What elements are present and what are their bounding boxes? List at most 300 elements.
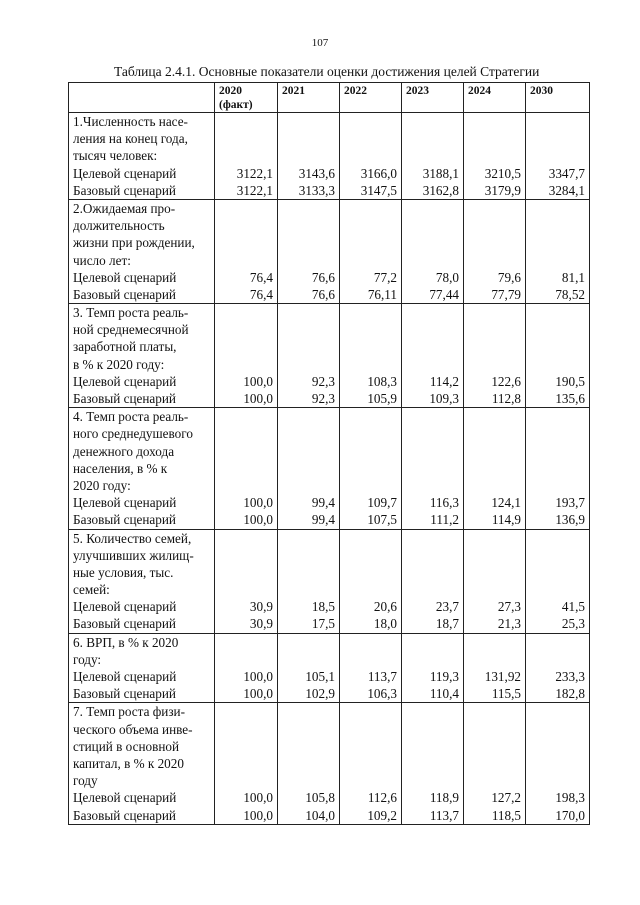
table-header-row xyxy=(69,83,590,113)
blank-line xyxy=(282,703,335,720)
indicator-row xyxy=(69,408,590,529)
value-cell xyxy=(278,633,340,703)
blank-line xyxy=(344,147,397,164)
blank-line xyxy=(219,321,273,338)
indicator-title-line: улучшивших жилищ- xyxy=(73,547,194,563)
blank-line xyxy=(282,408,335,425)
blank-line xyxy=(282,234,335,251)
blank-line xyxy=(468,147,521,164)
indicator-row xyxy=(69,113,590,200)
value-cell xyxy=(278,529,340,633)
base-value: 109,2 xyxy=(367,807,397,823)
base-value: 100,0 xyxy=(243,686,273,702)
target-scenario-label: Целевой сценарий xyxy=(73,790,177,806)
blank-line xyxy=(344,252,397,269)
blank-line xyxy=(530,304,585,321)
blank-line xyxy=(344,408,397,425)
blank-line xyxy=(530,564,585,581)
blank-line xyxy=(406,356,459,373)
blank-line xyxy=(468,755,521,772)
blank-line xyxy=(219,634,273,651)
value-cell xyxy=(464,529,526,633)
blank-line xyxy=(282,252,335,269)
blank-line xyxy=(282,113,335,130)
value-cell xyxy=(340,113,402,200)
blank-line xyxy=(530,581,585,598)
blank-line xyxy=(406,738,459,755)
blank-line xyxy=(219,772,273,789)
target-value: 78,0 xyxy=(435,269,459,285)
target-value: 124,1 xyxy=(491,495,521,511)
indicator-row xyxy=(69,633,590,703)
indicator-title-line: в % к 2020 году: xyxy=(73,356,165,372)
target-value: 3122,1 xyxy=(236,165,273,181)
blank-line xyxy=(468,130,521,147)
blank-line xyxy=(406,703,459,720)
blank-line xyxy=(468,772,521,789)
target-value: 112,6 xyxy=(367,790,397,806)
target-value: 18,5 xyxy=(311,599,335,615)
value-cell xyxy=(402,408,464,529)
header-cell-2020 xyxy=(215,83,278,113)
blank-line xyxy=(344,477,397,494)
base-value: 25,3 xyxy=(561,616,585,632)
indicator-title-line: ные условия, тыс. xyxy=(73,564,174,580)
indicator-label-cell xyxy=(69,703,215,824)
target-value: 127,2 xyxy=(491,790,521,806)
blank-line xyxy=(468,581,521,598)
target-value: 81,1 xyxy=(561,269,585,285)
value-cell xyxy=(402,304,464,408)
blank-line xyxy=(468,651,521,668)
blank-line xyxy=(530,356,585,373)
indicator-label-cell xyxy=(69,408,215,529)
blank-line xyxy=(282,651,335,668)
blank-line xyxy=(219,443,273,460)
target-value: 100,0 xyxy=(243,373,273,389)
target-scenario-label: Целевой сценарий xyxy=(73,269,177,285)
blank-line xyxy=(219,547,273,564)
value-cell xyxy=(215,304,278,408)
target-value: 41,5 xyxy=(561,599,585,615)
blank-line xyxy=(344,772,397,789)
blank-line xyxy=(468,356,521,373)
base-value: 102,9 xyxy=(305,686,335,702)
blank-line xyxy=(219,564,273,581)
blank-line xyxy=(282,564,335,581)
value-cell xyxy=(278,199,340,303)
base-value: 107,5 xyxy=(367,512,397,528)
blank-line xyxy=(344,356,397,373)
value-cell xyxy=(402,633,464,703)
base-value: 118,5 xyxy=(491,807,521,823)
base-value: 3147,5 xyxy=(360,182,397,198)
blank-line xyxy=(344,425,397,442)
value-cell xyxy=(215,703,278,824)
blank-line xyxy=(219,356,273,373)
value-cell xyxy=(215,633,278,703)
target-value: 119,3 xyxy=(429,669,459,684)
blank-line xyxy=(530,200,585,217)
blank-line xyxy=(406,721,459,738)
blank-line xyxy=(406,304,459,321)
target-value: 105,1 xyxy=(305,669,335,684)
indicator-title-line: число лет: xyxy=(73,252,131,268)
target-value: 113,7 xyxy=(367,669,397,684)
base-value: 106,3 xyxy=(367,686,397,702)
blank-line xyxy=(406,147,459,164)
value-cell xyxy=(464,304,526,408)
blank-line xyxy=(282,581,335,598)
blank-line xyxy=(406,443,459,460)
blank-line xyxy=(282,443,335,460)
header-cell-2022: 2022 xyxy=(340,83,402,113)
blank-line xyxy=(219,703,273,720)
blank-line xyxy=(530,772,585,789)
blank-line xyxy=(344,721,397,738)
value-cell xyxy=(340,703,402,824)
blank-line xyxy=(530,338,585,355)
base-value: 114,9 xyxy=(491,512,521,528)
blank-line xyxy=(282,772,335,789)
table-caption: Таблица 2.4.1. Основные показатели оценки достижения целей Стратегии xyxy=(114,64,540,79)
blank-line xyxy=(406,130,459,147)
blank-line xyxy=(282,217,335,234)
blank-line xyxy=(468,217,521,234)
value-cell xyxy=(340,633,402,703)
base-scenario-label: Базовый сценарий xyxy=(73,182,176,198)
value-cell xyxy=(278,304,340,408)
value-cell xyxy=(402,703,464,824)
blank-line xyxy=(219,425,273,442)
blank-line xyxy=(530,408,585,425)
base-value: 100,0 xyxy=(243,512,273,528)
blank-line xyxy=(530,217,585,234)
base-scenario-label: Базовый сценарий xyxy=(73,512,176,528)
target-value: 3166,0 xyxy=(360,165,397,181)
indicator-title-line: заработной платы, xyxy=(73,339,177,355)
indicator-title-line: 2020 году: xyxy=(73,477,131,493)
value-cell xyxy=(278,703,340,824)
blank-line xyxy=(468,738,521,755)
base-value: 170,0 xyxy=(555,807,585,823)
indicator-title-line: году xyxy=(73,773,98,789)
blank-line xyxy=(468,703,521,720)
header-cell-2030: 2030 xyxy=(526,83,590,113)
target-value: 3210,5 xyxy=(484,165,521,181)
blank-line xyxy=(219,234,273,251)
blank-line xyxy=(406,338,459,355)
blank-line xyxy=(468,408,521,425)
blank-line xyxy=(344,130,397,147)
indicator-title-line: ного среднедушевого xyxy=(73,426,193,442)
base-value: 136,9 xyxy=(555,512,585,528)
blank-line xyxy=(219,477,273,494)
value-cell xyxy=(464,633,526,703)
base-scenario-label: Базовый сценарий xyxy=(73,616,176,632)
blank-line xyxy=(406,530,459,547)
blank-line xyxy=(344,304,397,321)
blank-line xyxy=(282,147,335,164)
value-cell xyxy=(402,199,464,303)
indicator-title-line: семей: xyxy=(73,582,110,598)
blank-line xyxy=(219,581,273,598)
blank-line xyxy=(282,304,335,321)
indicator-label-cell xyxy=(69,633,215,703)
indicator-label-cell xyxy=(69,199,215,303)
blank-line xyxy=(406,425,459,442)
base-value: 3133,3 xyxy=(298,182,335,198)
base-value: 3122,1 xyxy=(236,182,273,198)
target-value: 118,9 xyxy=(429,790,459,806)
indicator-title-line: ления на конец года, xyxy=(73,131,188,147)
header-cell-label xyxy=(69,83,215,113)
blank-line xyxy=(468,425,521,442)
value-cell xyxy=(215,529,278,633)
blank-line xyxy=(282,721,335,738)
blank-line xyxy=(219,408,273,425)
base-value: 100,0 xyxy=(243,391,273,406)
blank-line xyxy=(344,217,397,234)
indicator-title-line: должительность xyxy=(73,218,165,234)
blank-line xyxy=(406,200,459,217)
value-cell xyxy=(340,304,402,408)
blank-line xyxy=(406,547,459,564)
indicator-label-cell xyxy=(69,113,215,200)
blank-line xyxy=(219,530,273,547)
blank-line xyxy=(406,651,459,668)
table-body xyxy=(69,113,590,825)
indicator-title-line: денежного дохода xyxy=(73,443,175,459)
target-value: 122,6 xyxy=(491,373,521,389)
base-value: 17,5 xyxy=(311,616,335,632)
indicator-title-line: стиций в основной xyxy=(73,738,180,754)
blank-line xyxy=(282,338,335,355)
target-value: 100,0 xyxy=(243,669,273,684)
target-value: 27,3 xyxy=(497,599,521,615)
blank-line xyxy=(468,460,521,477)
blank-line xyxy=(282,634,335,651)
base-value: 100,0 xyxy=(243,807,273,823)
base-value: 111,2 xyxy=(430,512,459,528)
base-value: 18,7 xyxy=(435,616,459,632)
blank-line xyxy=(406,252,459,269)
base-value: 78,52 xyxy=(555,286,585,302)
base-value: 99,4 xyxy=(311,512,335,528)
blank-line xyxy=(468,443,521,460)
indicator-row xyxy=(69,703,590,824)
blank-line xyxy=(530,443,585,460)
value-cell xyxy=(526,703,590,824)
value-cell xyxy=(464,113,526,200)
indicator-title-line: жизни при рождении, xyxy=(73,235,195,251)
blank-line xyxy=(530,113,585,130)
indicator-label-cell xyxy=(69,304,215,408)
blank-line xyxy=(344,338,397,355)
blank-line xyxy=(530,755,585,772)
target-value: 79,6 xyxy=(497,269,521,285)
blank-line xyxy=(282,477,335,494)
indicator-label-cell xyxy=(69,529,215,633)
blank-line xyxy=(530,477,585,494)
base-value: 113,7 xyxy=(429,807,459,823)
blank-line xyxy=(344,113,397,130)
target-value: 116,3 xyxy=(429,495,459,511)
blank-line xyxy=(530,651,585,668)
blank-line xyxy=(219,200,273,217)
target-value: 198,3 xyxy=(555,790,585,806)
blank-line xyxy=(468,113,521,130)
base-value: 3284,1 xyxy=(548,182,585,198)
blank-line xyxy=(530,721,585,738)
base-value: 182,8 xyxy=(555,686,585,702)
blank-line xyxy=(530,425,585,442)
target-value: 20,6 xyxy=(373,599,397,615)
indicator-title-line: 4. Темп роста реаль- xyxy=(73,409,189,425)
target-value: 105,8 xyxy=(305,790,335,806)
blank-line xyxy=(219,147,273,164)
base-value: 77,44 xyxy=(429,286,459,302)
blank-line xyxy=(530,634,585,651)
indicator-title-line: 1.Численность насе- xyxy=(73,114,188,129)
target-value: 233,3 xyxy=(555,669,585,684)
indicator-title-line: году: xyxy=(73,651,102,667)
base-value: 112,8 xyxy=(491,391,521,406)
blank-line xyxy=(282,130,335,147)
blank-line xyxy=(219,304,273,321)
blank-line xyxy=(468,634,521,651)
target-value: 77,2 xyxy=(373,269,397,285)
blank-line xyxy=(219,721,273,738)
blank-line xyxy=(219,460,273,477)
base-value: 18,0 xyxy=(373,616,397,632)
blank-line xyxy=(344,755,397,772)
indicator-title-line: населения, в % к xyxy=(73,460,168,476)
blank-line xyxy=(344,321,397,338)
base-scenario-label: Базовый сценарий xyxy=(73,686,176,702)
value-cell xyxy=(340,408,402,529)
value-cell xyxy=(526,113,590,200)
blank-line xyxy=(468,564,521,581)
blank-line xyxy=(530,530,585,547)
blank-line xyxy=(468,477,521,494)
indicator-title-line: 5. Количество семей, xyxy=(73,530,192,546)
blank-line xyxy=(282,321,335,338)
value-cell xyxy=(278,113,340,200)
blank-line xyxy=(530,234,585,251)
value-cell xyxy=(464,199,526,303)
blank-line xyxy=(530,460,585,477)
blank-line xyxy=(344,460,397,477)
blank-line xyxy=(344,581,397,598)
value-cell xyxy=(215,113,278,200)
indicator-title-line: 7. Темп роста физи- xyxy=(73,704,185,720)
blank-line xyxy=(219,738,273,755)
indicator-title-line: 3. Темп роста реаль- xyxy=(73,305,189,321)
blank-line xyxy=(406,772,459,789)
blank-line xyxy=(344,564,397,581)
blank-line xyxy=(406,634,459,651)
blank-line xyxy=(344,703,397,720)
blank-line xyxy=(406,460,459,477)
value-cell xyxy=(340,199,402,303)
value-cell xyxy=(402,113,464,200)
blank-line xyxy=(406,755,459,772)
blank-line xyxy=(344,443,397,460)
blank-line xyxy=(344,234,397,251)
base-scenario-label: Базовый сценарий xyxy=(73,807,176,823)
indicator-title-line: тысяч человек: xyxy=(73,148,158,164)
header-cell-2023: 2023 xyxy=(402,83,464,113)
blank-line xyxy=(406,408,459,425)
indicator-title-line: ческого объема инве- xyxy=(73,721,193,737)
blank-line xyxy=(468,234,521,251)
base-value: 115,5 xyxy=(491,686,521,702)
header-cell-2021: 2021 xyxy=(278,83,340,113)
value-cell xyxy=(526,633,590,703)
blank-line xyxy=(530,130,585,147)
value-cell xyxy=(278,408,340,529)
base-value: 76,11 xyxy=(367,286,397,302)
target-value: 76,6 xyxy=(311,269,335,285)
target-scenario-label: Целевой сценарий xyxy=(73,165,177,181)
header-cell-2024: 2024 xyxy=(464,83,526,113)
blank-line xyxy=(344,200,397,217)
blank-line xyxy=(344,738,397,755)
blank-line xyxy=(530,147,585,164)
blank-line xyxy=(406,564,459,581)
indicator-row xyxy=(69,304,590,408)
base-value: 3162,8 xyxy=(422,182,459,198)
indicator-title-line: капитал, в % к 2020 xyxy=(73,755,184,771)
value-cell xyxy=(526,529,590,633)
indicator-row xyxy=(69,529,590,633)
target-value: 108,3 xyxy=(367,373,397,389)
page-number: 107 xyxy=(311,37,329,49)
blank-line xyxy=(406,234,459,251)
base-value: 21,3 xyxy=(497,616,521,632)
indicators-table xyxy=(68,82,590,825)
target-value: 114,2 xyxy=(429,373,459,389)
target-value: 92,3 xyxy=(311,373,335,389)
value-cell xyxy=(464,703,526,824)
base-scenario-label: Базовый сценарий xyxy=(73,391,176,406)
blank-line xyxy=(219,252,273,269)
blank-line xyxy=(406,113,459,130)
target-scenario-label: Целевой сценарий xyxy=(73,669,177,684)
target-value: 23,7 xyxy=(435,599,459,615)
target-scenario-label: Целевой сценарий xyxy=(73,599,177,615)
target-value: 99,4 xyxy=(311,495,335,511)
base-value: 109,3 xyxy=(429,391,459,406)
blank-line xyxy=(282,356,335,373)
indicator-title-line: ной среднемесячной xyxy=(73,322,189,338)
indicator-row xyxy=(69,199,590,303)
blank-line xyxy=(406,581,459,598)
header-2020-text: 2020 (факт) xyxy=(219,85,253,111)
indicator-title-line: 2.Ожидаемая про- xyxy=(73,200,176,216)
blank-line xyxy=(406,477,459,494)
blank-line xyxy=(406,321,459,338)
blank-line xyxy=(219,217,273,234)
target-value: 100,0 xyxy=(243,495,273,511)
base-value: 105,9 xyxy=(367,391,397,406)
blank-line xyxy=(344,547,397,564)
indicator-title-line: 6. ВРП, в % к 2020 xyxy=(73,634,179,650)
blank-line xyxy=(282,425,335,442)
target-value: 193,7 xyxy=(555,495,585,511)
blank-line xyxy=(468,304,521,321)
